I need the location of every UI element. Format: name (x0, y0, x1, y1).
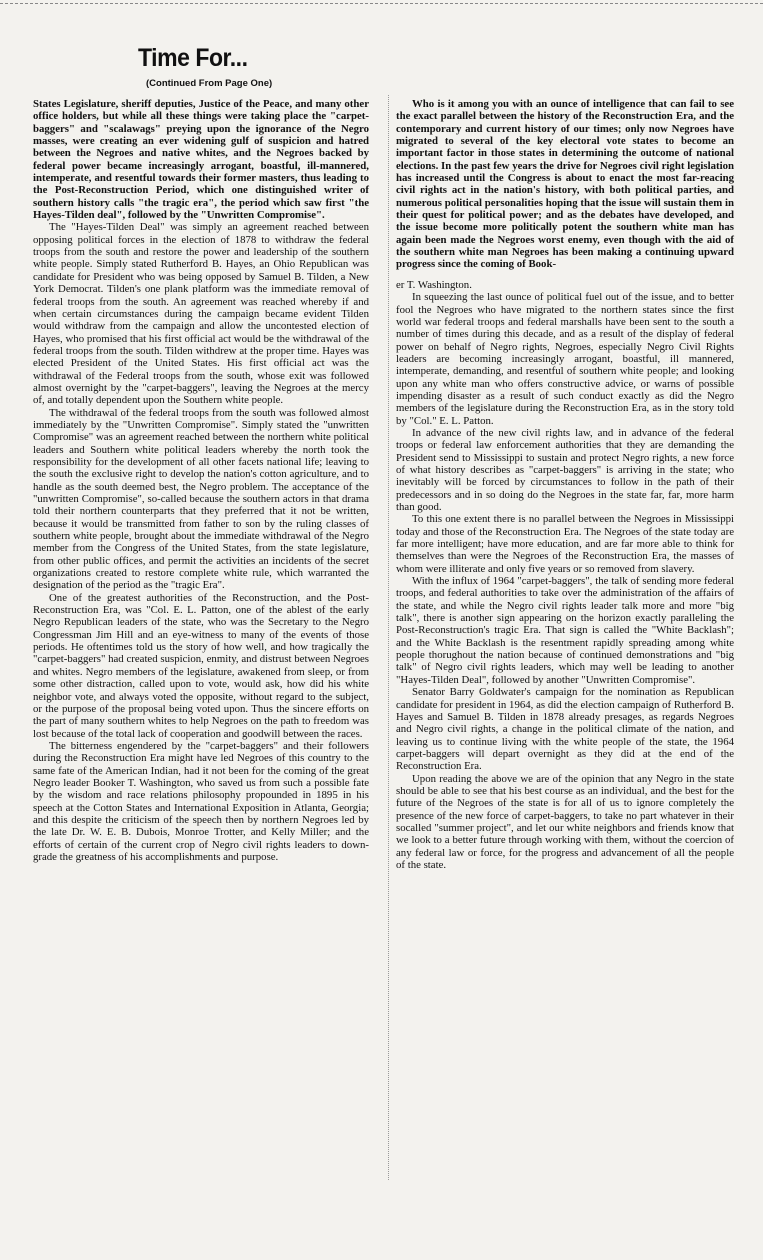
paragraph: States Legislature, sheriff deputies, Justice of the Peace, and many other office holders, but while all these things were taking place the "carpet-baggers" and "scalawags" preying upon the ignorance of the Negro masses, were creating an ever widening gulf of suspicion and hatred between the Negroes and native whites, and the Negroes backed by federal power became increasingly arrogant, boastful, ill-mannered, intemperate, and resentful towards their former masters, thus leading to the Post-Reconstruction Period, which one distinguished writer of southern history calls "the tragic era", the period which saw first "the Hayes-Tilden deal", followed by the "Unwritten Compromise". (33, 98, 369, 222)
top-border (0, 3, 763, 4)
paragraph: Who is it among you with an ounce of intelligence that can fail to see the exact parallel between the history of the Reconstruction Era, and the contemporary and current history of our times; only now Negroes have migrated to several of the key electoral vote states to become an important factor in those states in determining the outcome of national elections. In the past few years the drive for Negroes civil right legislation has increased until the Congress is about to enact the most far-reacing civil rights act in the nation's history, with both political parties, and numerous political personalities hoping that the issue will sustain them in their quest for political power; and as the debates have developed, and the issue become more politically potent the southern white man has again been made the Negroes worst enemy, even though with the aid of the southern white man Negroes has been making a continuing upward progress since the coming of Book- (396, 98, 734, 271)
paragraph: One of the greatest authorities of the Reconstruction, and the Post-Reconstruction Era, was "Col. E. L. Patton, one of the ablest of the early Negro Republican leaders of the state, who was the Secretary to the Negro Congressman Jim Hill and an eye-witness to many of the events of those periods. He oftentimes told us the story of how well, and how tragically the "carpet-baggers" had created suspicion, enmity, and distrust between Negroes and whites. Negro members of the legislature, awakened from sleep, or from some other distraction, called upon to vote, would ask, how did his white neighbor vote, and always voted the opposite, without regard to the subject, or the purpose of the proposal being voted upon. Thus the sincere efforts on the part of many southern whites to help Negroes on the path to freedom was lost because of the total lack of cooperation and goodwill between the races. (33, 591, 369, 740)
paragraph: In squeezing the last ounce of political fuel out of the issue, and to better fool the Negroes who have migrated to the northern states since the first world war federal troops and federal marshalls have been sent to the south a number of times during this decade, and as a result of the display of federal power on behalf of Negro rights, Negroes, especially Negro Civil Rights leaders are becoming increasingly arrogant, boastful, ill mannered, intemperate, demanding, and resentful of southern white people; and looking upon any white man who offers constructive advice, or warns of possible impending disaster as a result of such conduct exactly as did the Negro members of the legislature during the Reconstruction Era, as in the story told by "Col." E. L. Patton. (396, 291, 734, 427)
left-column (33, 98, 369, 863)
paragraph: In advance of the new civil rights law, and in advance of the federal troops or federal law enforcement authorities that they are demanding the President send to Mississippi to sustain and protect Negro rights, a new force of what history describes as "carpet-baggers" is arriving in the state; who inevitably will be forced by circumstances to follow in the path of their predecessors and in so doing do the Negroes in the state far, far, more harm than good. (396, 426, 734, 513)
headline: Time For... (138, 44, 248, 72)
column-divider (388, 95, 389, 1180)
paragraph: Upon reading the above we are of the opinion that any Negro in the state should be able to see that his best course as an individual, and the best for the future of the Negroes of the state is for all of us to ignore completely the presence of the new force of carpet-baggers, to take no part whatever in their socalled "summer project", and let our white neighbors and friends know that we look to a better future through working with them, without the coercion of any federal law or force, for the progress and advancement of all the people of the state. (396, 772, 734, 871)
paragraph: Senator Barry Goldwater's campaign for the nomination as Republican candidate for president in 1964, as did the election campaign of Rutherford B. Hayes and Samuel B. Tilden in 1878 already presages, as regards Negroes and Negro civil rights, a change in the political climate of the nation, and leaving us to continue living with the white people of the state, the 1964 carpet-baggers will depart overnight as they did at the end of the Reconstruction Era. (396, 686, 734, 773)
paragraph: The bitterness engendered by the "carpet-baggers" and their followers during the Reconstruction Era might have led Negroes of this country to the same fate of the American Indian, had it not been for the coming of the great Negro leader Booker T. Washington, who saved us from such a possible fate by the wisdom and race relations philosophy propounded in 1895 in his speech at the Cotton States and International Exposition in Atlanta, Georgia; and this despite the criticism of the speech then by northern Negroes led by the late Dr. W. E. B. Dubois, Monroe Trotter, and Kelly Miller; and the efforts of certain of the current crop of Negro civil rights leaders to down-grade the greatness of his accomplishments and purpose. (33, 739, 369, 863)
paragraph: To this one extent there is no parallel between the Negroes in Mississippi today and those of the Reconstruction Era. The Negroes of the state today are far more intelligent; have more education, and are far more able to think for themselves than were the Negroes of the Reconstruction Era, the masses of whom were illiterate and only five years or so removed from slavery. (396, 513, 734, 575)
paragraph: The "Hayes-Tilden Deal" was simply an agreement reached between opposing political forces in the election of 1878 to withdraw the federal troops from the south and restore the power and leadership of the southern white people. Simply stated Rutherford B. Hayes, an Ohio Republican was candidate for President who was being opposed by Samuel B. Tilden, a New York Democrat. Tilden's one plank platform was the immediate removal of federal troops from the south. An agreement was reached whereby if and when certain circumstances during the campaign became evident Tilden would withdraw from the campaign and allow the uncontested election of Hayes, who promised that his first official act would be the withdrawal of the federal troops from the south. Tilden withdrew at the proper time. Hayes was elected President of the United States. His first official act was the withdrawal of the Federal troops from the south, whose exit was followed almost overnight by the "carpet-baggers", leaving the Negroes at the mercy of, and totally dependent upon the Southern white people. (33, 221, 369, 407)
paragraph: The withdrawal of the federal troops from the south was followed almost immediately by the "Unwritten Compromise". Simply stated the "unwritten Compromise" was an agreement reached between the northern white political leaders and Southern white political leaders whereby the north took the responsibility for the development of all other facets national life; leaving to the south the exclusive right to develop the nation's cotton agriculture, and to handle as the south deemed best, the Negro problem. The acceptance of the "unwritten Compromise", so-called because the southern actors in that drama told their northern counterparts that they preferred that it not be written, because it would be transmitted from father to son by the ruling classes of southern white people, brought about the immediate withdrawal of the Negro member from the Congress of the United States, from the state legislature, from other public offices, and permit the activities an incidents of the secret organizations created to restore complete white rule, which warranted the designation of the period as the "tragic Era". (33, 406, 369, 592)
paragraph-continuation: er T. Washington. (396, 278, 472, 291)
continued-note: (Continued From Page One) (146, 78, 273, 89)
paragraph: With the influx of 1964 "carpet-baggers", the talk of sending more federal troops, and federal authorities to take over the administration of the affairs of the state, and while the Negro civil rights leader talk more and more "big talk", there is another sign appearing on the horizon exactly paralleling the Post-Reconstruction's tragic Era. That sign is called the "White Backlash"; and the White Backlash is the resentment rapidly spreading among white people thorughout the nation because of continued demonstrations and "big talk" of Negro civil rights leaders, which may well be leading to another "Hayes-Tilden Deal", followed by another "Unwritten Compromise". (396, 575, 734, 686)
right-column (396, 98, 734, 871)
